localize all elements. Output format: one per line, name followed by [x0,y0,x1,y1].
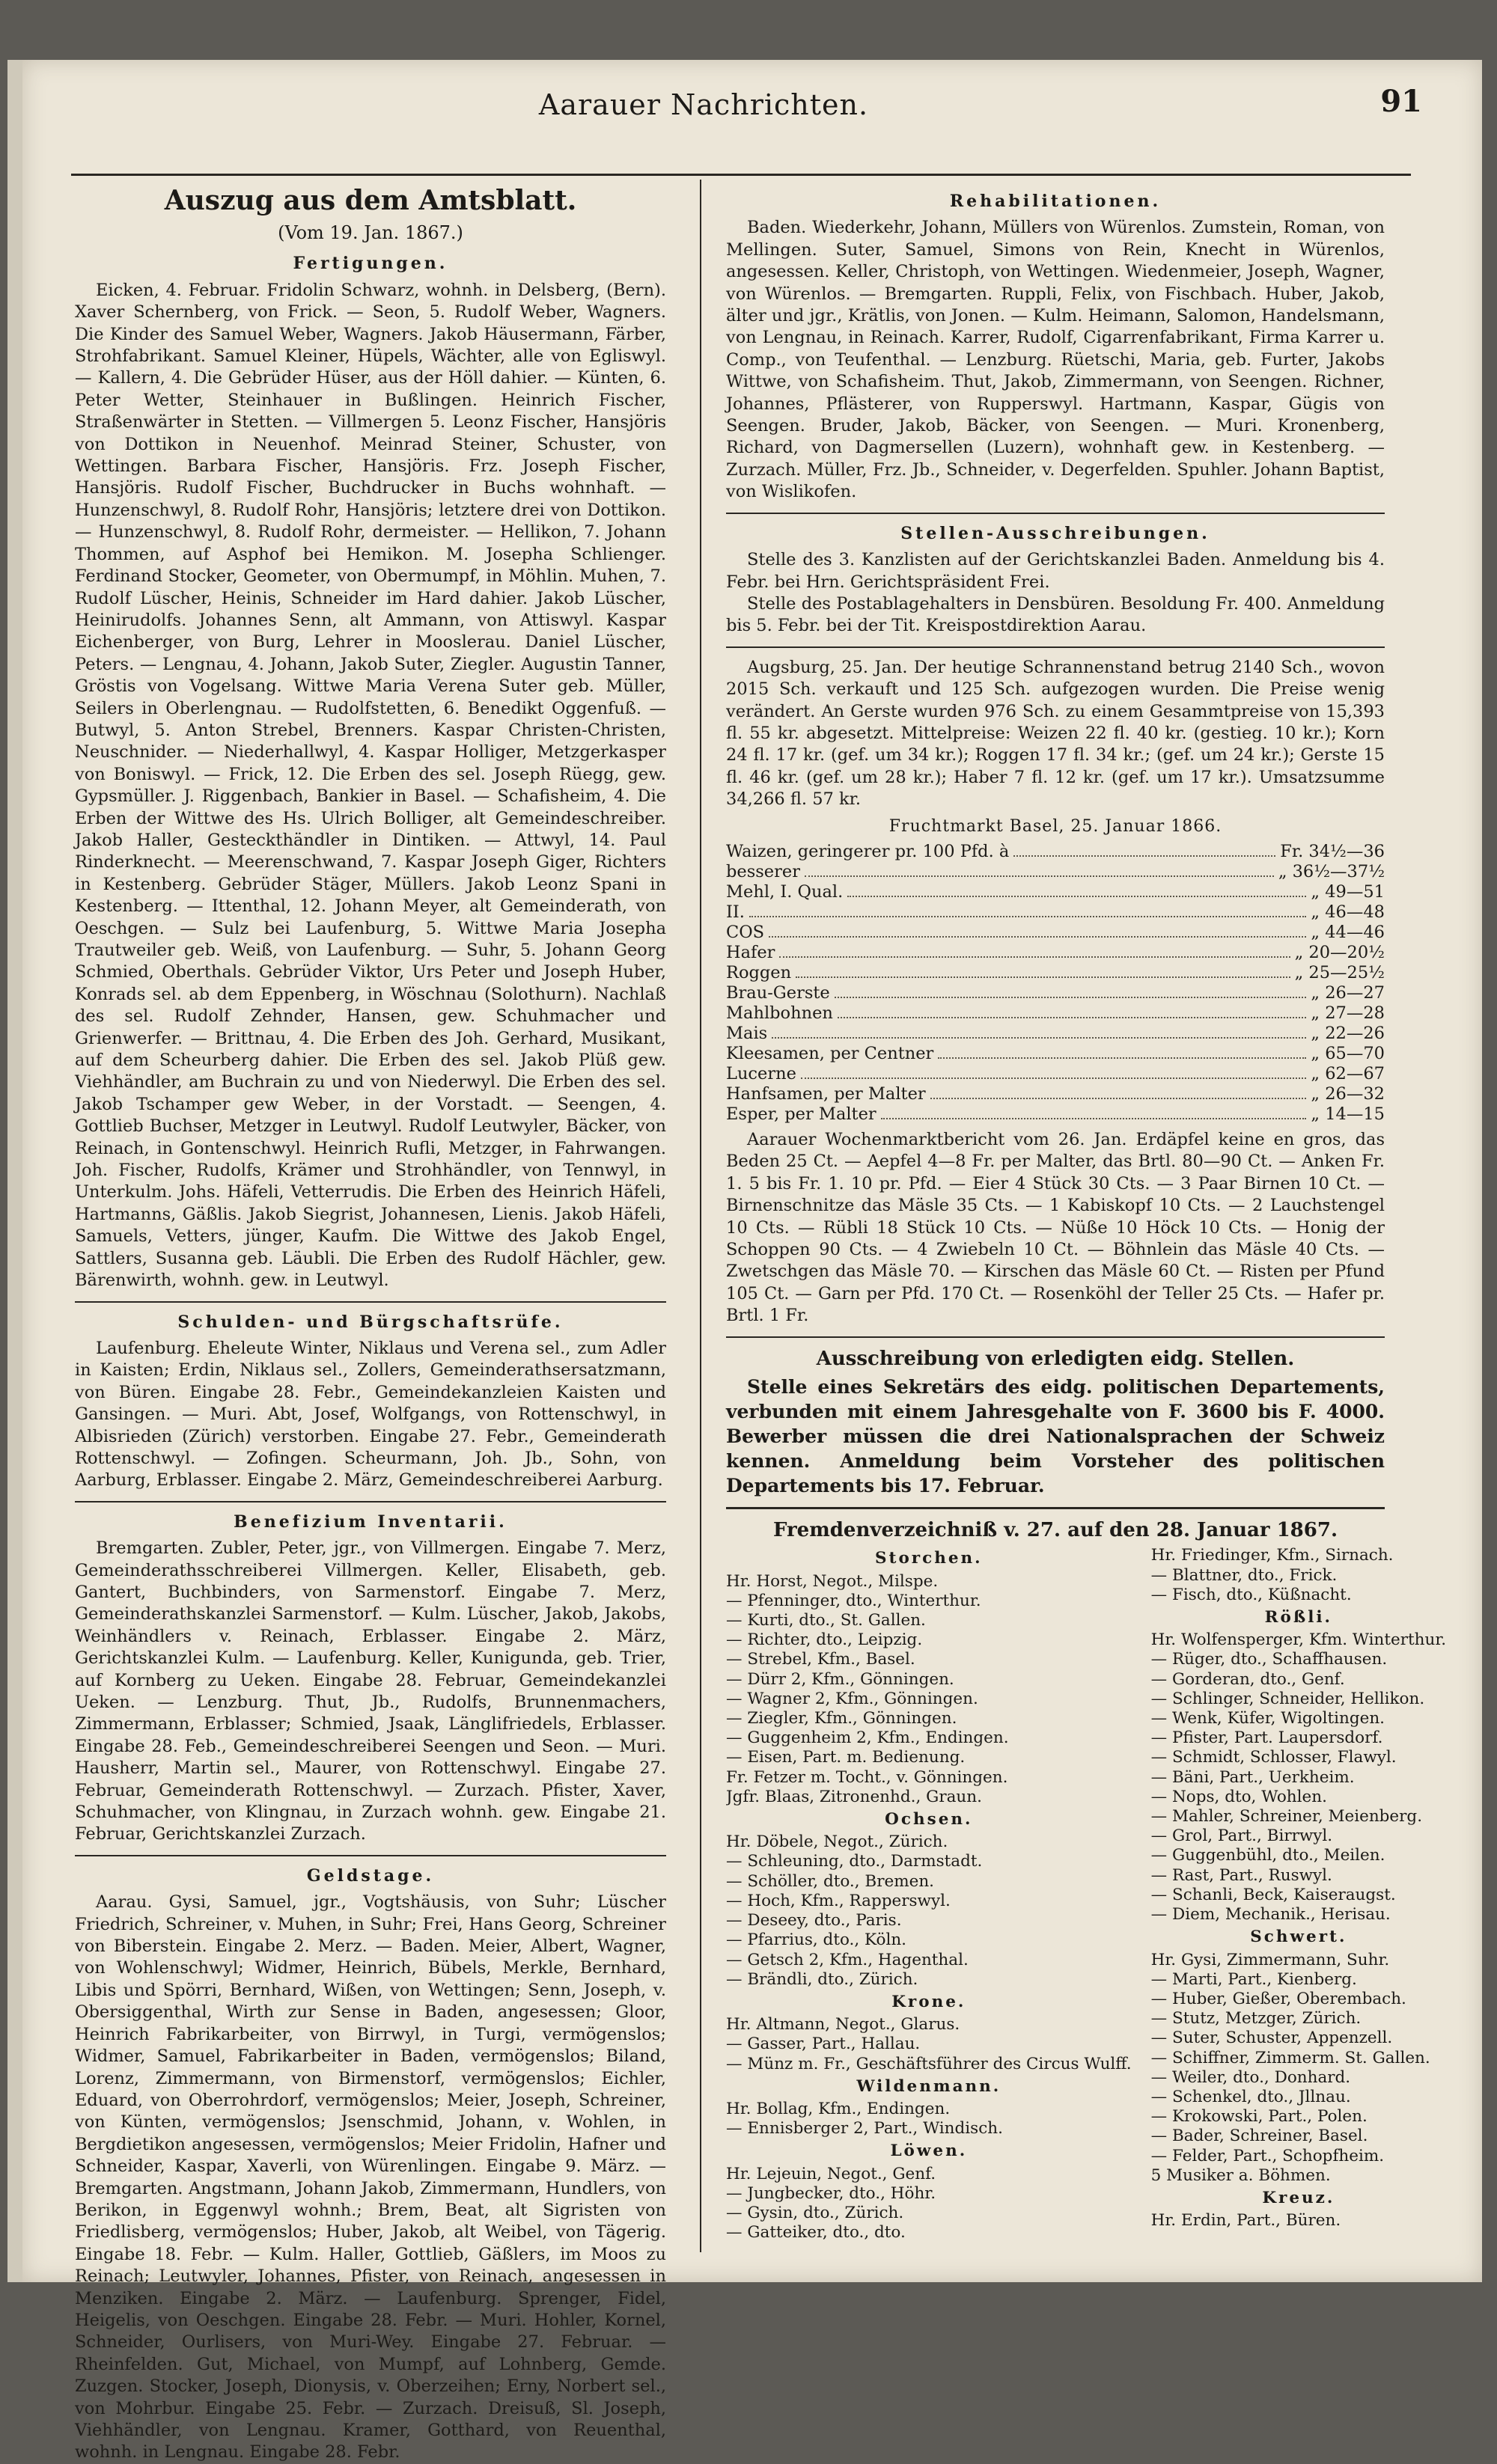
guest-entry: — Guggenbühl, dto., Meilen. [1150,1846,1385,1865]
guest-entry: — Eisen, Part. m. Bedienung. [726,1748,966,1767]
page-number: 91 [1380,84,1422,119]
guest-entry: — Gasser, Part., Hallau. [726,2035,921,2054]
guest-entry: — Fisch, dto., Küßnacht. [1150,1585,1352,1604]
leader-dots [835,983,1307,998]
guest-entry: — Felder, Part., Schopfheim. [1150,2146,1385,2165]
guest-entry: — Diem, Mechanik., Herisau. [1150,1905,1391,1925]
section-rule [726,1336,1385,1338]
guest-entry: — Deseey, dto., Paris. [726,1911,902,1930]
hotel-name: Schwert. [1250,1928,1347,1947]
fruchtmarkt-item: Mahlbohnen [726,1003,833,1023]
fruchtmarkt-item: II. [726,902,745,922]
hotel-name: Wildenmann. [856,2076,1001,2096]
fruchtmarkt-row [726,1024,1385,1044]
fruchtmarkt-row [726,1104,1385,1125]
fruchtmarkt-price: „ 36½—37½ [1278,861,1385,881]
fruchtmarkt-row [726,923,1385,943]
fruchtmarkt-row [726,963,1385,983]
guest-entry: — Richter, dto., Leipzig. [726,1630,923,1650]
guest-entry: — Wagner 2, Kfm., Gönningen. [726,1689,978,1708]
guest-entry: — Gatteiker, dto., dto. [726,2223,906,2243]
fruchtmarkt-item: Lucerne [726,1063,796,1083]
guest-entry: — Pfenninger, dto., Winterthur. [726,1591,981,1610]
guest-entry: Hr. Bollag, Kfm., Endingen. [726,2099,951,2118]
guest-entry: — Blattner, dto., Frick. [1150,1565,1338,1585]
fremdenverzeichnis-left [726,1546,1132,2243]
fruchtmarkt-price: „ 46—48 [1311,902,1385,922]
fruchtmarkt-row [726,862,1385,882]
guest-entry: — Münz m. Fr., Geschäftsführer des Circus Wulff. [726,2054,1132,2073]
geldstage-text: Aarau. Gysi, Samuel, jgr., Vogtshäusis, von Suhr; Lüscher Friedrich, Schreiner, v. Muhen, in Suhr; Frei, Hans Georg, Schreiner von Biberstein. Eingabe 2. Merz. — Baden. Meier, Albert, Wagner, von Wohlenschwyl; Widmer, Heinrich, Bübels, Merkle, Bernhard, Libis und Spörri, Bernhard, Wißen, von Wettingen; Senn, Joseph, v. Obersiggenthal, Wirth zur Sense in Baden, angesessen; Gloor, Heinrich Fabrikarbeiter, von Birrwyl, in Turgi, vermögenslos; Widmer, Samuel, Fabrikarbeiter in Baden, vermögenslos; Biland, Lorenz, Zimmermann, von Birmenstorf, vermögenslos; Eichler, Eduard, von Oberrohrdorf, vermögenslos; Meier, Joseph, Schreiner, von Künten, vermögenslos; Jsenschmid, Johann, v. Wohlen, in Bergdietikon angesessen, vermögenslos; Meier Fridolin, Hafner und Schneider, Kaspar, Xaverli, von Würenlingen. Eingabe 9. März. — Bremgarten. Angstmann, Johann Jakob, Zimmermann, Hundlers, von Berikon, in Eggenwyl wohnh.; Brem, Beat, alt Sigristen von Friedlisberg, vermögenslos; Huber, Jakob, alt Weibel, von Tägerig. Eingabe 18. Febr. — Kulm. Haller, Gottlieb, Gäßlers, im Moos zu Reinach; Leutwyler, Johannes, Pfister, von Reinach, angesessen in Menziken. Eingabe 2. März. — Laufenburg. Sprenger, Fidel, Heigelis, von Oeschgen. Eingabe 28. Febr. — Muri. Hohler, Kornel, Schneider, Ourlisers, von Muri-Wey. Eingabe 27. Februar. — Rheinfelden. Gut, Michael, von Mumpf, auf Lohnberg, Gemde. Zuzgen. Stocker, Joseph, Dionysis, v. Oberzeihen; Erny, Norbert sel., von Mohrbur. Eingabe 25. Febr. — Zurzach. Dreisuß, Sl. Joseph, Viehhändler, von Lengnau. Kramer, Gotthard, von Reuenthal, wohnh. in Lengnau. Eingabe 28. Febr. [75,1892,666,2463]
guest-entry: — Schlinger, Schneider, Hellikon. [1150,1689,1425,1708]
guest-entry: — Schenkel, dto., Jllnau. [1150,2087,1351,2106]
fruchtmarkt-row [726,882,1385,902]
guest-entry: — Gorderan, dto., Genf. [1150,1669,1345,1689]
fruchtmarkt-row [726,1044,1385,1064]
fruchtmarkt-price: Fr. 34½—36 [1280,841,1385,861]
guest-entry: — Hoch, Kfm., Rapperswyl. [726,1891,951,1910]
fremdenverzeichnis-right [1151,1546,1446,2243]
guest-entry: Jgfr. Blaas, Zitronenhd., Graun. [726,1787,982,1806]
guest-entry: — Strebel, Kfm., Basel. [726,1650,915,1669]
fertigungen-text: Eicken, 4. Februar. Fridolin Schwarz, wohnh. in Delsberg, (Bern). Xaver Schernberg, von Frick. — Seon, 5. Rudolf Weber, Wagners. Die Kinder des Samuel Weber, Wagners. Jakob Häusermann, Färber, Strohfabrikant. Samuel Kleiner, Hüpels, Wächter, alle von Egliswyl. — Kallern, 4. Die Gebrüder Hüser, aus der Höll dahier. — Künten, 6. Peter Wetter, Steinhauer in Bußlingen. Heinrich Fischer, Straßenwärter in Stetten. — Villmergen 5. Leonz Fischer, Hansjöris von Dottikon in Neuenhof. Meinrad Steiner, Schuster, von Wettingen. Barbara Fischer, Hansjöris. Frz. Joseph Fischer, Hansjöris. Rudolf Fischer, Buchdrucker in Buchs wohnhaft. — Hunzenschwyl, 8. Rudolf Rohr, Hansjöris; letztere drei von Dottikon. — Hunzenschwyl, 8. Rudolf Rohr, dermeister. — Hellikon, 7. Johann Thommen, auf Asphof bei Hemikon. M. Josepha Schlienger. Ferdinand Stocker, Geometer, von Obermumpf, in Möhlin. Muhen, 7. Rudolf Lüscher, Heinis, Schneider im Hard dahier. Jakob Lüscher, Heinirudolfs. Johannes Senn, alt Ammann, von Attiswyl. Kaspar Eichenberger, von Burg, Lehrer in Mooslerau. Daniel Lüscher, Peters. — Lengnau, 4. Johann, Jakob Suter, Ziegler. Augustin Tanner, Gröstis von Vogelsang. Wittwe Maria Verena Suter geb. Müller, Seilers in Oberlengnau. — Rudolfstetten, 6. Benedikt Oggenfuß. — Butwyl, 5. Anton Strebel, Brenners. Kaspar Christen-Christen, Neuschnider. — Niederhallwyl, 4. Kaspar Holliger, Metzgerkasper von Boniswyl. — Frick, 12. Die Erben des sel. Joseph Rüegg, gew. Gypsmüller. J. Riggenbach, Bankier in Basel. — Schafisheim, 4. Die Erben der Wittwe des Hs. Ulrich Bolliger, alt Gemeindeschreiber. Jakob Haller, Gesteckthändler in Dintiken. — Attwyl, 14. Paul Rinderknecht. — Meerenschwand, 7. Kaspar Joseph Giger, Richters in Kestenberg. Gebrüder Stäger, Müllers. Jakob Leonz Spani in Kestenberg. — Ittenthal, 12. Johann Meyer, alt Gemeinderath, von Oeschgen. — Sulz bei Laufenburg, 5. Wittwe Maria Josepha Trautweiler geb. Weiß, von Laufenburg. — Suhr, 5. Johann Georg Schmied, Oberthals. Gebrüder Viktor, Urs Peter und Joseph Huber, Konrads sel. ab dem Eppenberg, in Wöschnau (Solothurn). Nachlaß des sel. Rudolf Zehnder, Hansen, gew. Schuhmacher und Grienwerfer. — Brittnau, 4. Die Erben des Joh. Gerhard, Musikant, auf dem Scheurberg dahier. Die Erben des sel. Jakob Plüß gew. Viehhändler, am Buchrain zu und von Niederwyl. Die Erben des sel. Jakob Tschamper gew Weber, in der Vorstadt. — Seengen, 4. Gottlieb Buchser, Metzger in Leutwyl. Rudolf Leutwyler, Bäcker, von Reinach, in Gontenschwyl. Heinrich Rufli, Metzger, in Fahrwangen. Joh. Fischer, Rudolfs, Krämer und Strohhändler, von Tennwyl, in Unterkulm. Johs. Häfeli, Vetterrudis. Die Erben des Heinrich Häfeli, Hartmanns, Gäßlis. Jakob Siegrist, Johannesen, Lienis. Jakob Häfeli, Samuels, Vetters, jünger, Kaufm. Die Wittwe des Jakob Engel, Sattlers, Susanna geb. Läubli. Die Erben des Rudolf Hächler, gew. Bärenwirth, wohnh. gew. in Leutwyl. [75,280,666,1291]
stellen-text-1: Stelle des 3. Kanzlisten auf der Gerichtskanzlei Baden. Anmeldung bis 4. Febr. bei Hrn. Gerichtspräsident Frei. [726,550,1385,592]
guest-entry: 5 Musiker a. Böhmen. [1150,2165,1331,2185]
guest-entry: Hr. Wolfensperger, Kfm. Winterthur. [1150,1630,1447,1650]
guest-entry: — Rüger, dto., Schaffhausen. [1150,1650,1388,1669]
guest-entry: — Krokowski, Part., Polen. [1150,2107,1368,2127]
guest-entry: — Schiffner, Zimmerm. St. Gallen. [1150,2048,1430,2067]
fruchtmarkt-price: „ 27—28 [1311,1003,1385,1023]
fruchtmarkt-row [726,902,1385,923]
leader-dots [805,862,1274,877]
fruchtmarkt-row [726,842,1385,862]
fruchtmarkt-item: besserer [726,861,800,881]
fruchtmarkt-price: „ 26—32 [1311,1083,1385,1104]
guest-entry: Hr. Horst, Negot., Milspe. [726,1571,939,1591]
guest-entry: — Bader, Schreiner, Basel. [1150,2127,1368,2146]
guest-entry: — Guggenheim 2, Kfm., Endingen. [726,1728,1009,1748]
guest-entry: — Marti, Part., Kienberg. [1150,1969,1357,1989]
section-rule [726,646,1385,648]
guest-entry: — Nops, dto, Wohlen. [1150,1787,1327,1806]
fruchtmarkt-price: „ 25—25½ [1294,962,1385,982]
hotel-name: Krone. [891,1992,966,2011]
leader-dots [1013,842,1275,857]
header-rule [71,174,1411,176]
leader-dots [801,1064,1307,1079]
hotel-name: Rößli. [1264,1608,1333,1627]
guest-entry: — Schöller, dto., Bremen. [726,1871,935,1891]
section-heading-fremdenverzeichnis: Fremdenverzeichniß v. 27. auf den 28. Januar 1867. [772,1519,1338,1542]
fruchtmarkt-item: Brau-Gerste [726,982,830,1003]
section-rule [75,1855,666,1856]
guest-entry: — Stutz, Metzger, Zürich. [1150,2009,1362,2029]
left-column [75,183,666,2464]
amtsblatt-title: Auszug aus dem Amtsblatt. [164,185,577,216]
column-divider [700,180,701,2252]
schulden-text: Laufenburg. Eheleute Winter, Niklaus und Verena sel., zum Adler in Kaisten; Erdin, Niklaus sel., Zollers, Gemeinderathsersatzmann, von Büren. Eingabe 28. Febr., Gemeindekanzleien Kaisten und Gansingen. — Muri. Abt, Josef, Wolfgangs, von Rottenschwyl, in Albisrieden (Zürich) verstorben. Eingabe 27. Febr., Gemeinderath Rottenschwyl. — Zofingen. Scheurmann, Joh. Jb., Sohn, von Aarburg, Erblasser. Eingabe 2. März, Gemeindeschreiberei Aarburg. [75,1338,666,1491]
guest-entry: — Huber, Gießer, Oberembach. [1150,1989,1406,2008]
section-rule [75,1301,666,1303]
section-heading-fertigungen: Fertigungen. [293,254,448,274]
fruchtmarkt-price: „ 22—26 [1311,1023,1385,1043]
fremdenverzeichnis-grid [726,1546,1447,2243]
guest-entry: — Getsch 2, Kfm., Hagenthal. [726,1950,969,1969]
fruchtmarkt-price: „ 65—70 [1311,1043,1385,1063]
fruchtmarkt-item: Kleesamen, per Centner [726,1043,934,1063]
guest-entry: Hr. Erdin, Part., Büren. [1150,2211,1341,2231]
ausschreibung-text: Stelle eines Sekretärs des eidg. politischen Departements, verbunden mit einem Jahresgehalte von F. 3600 bis F. 4000. Bewerber müssen die drei Nationalsprachen der Schweiz kennen. Anmeldung beim Vorsteher des politischen Departements bis 17. Februar. [726,1376,1385,1497]
guest-entry: — Mahler, Schreiner, Meienberg. [1150,1807,1423,1826]
guest-entry: Hr. Friedinger, Kfm., Sirnach. [1150,1546,1394,1565]
fruchtmarkt-item: Hafer [726,942,775,962]
guest-entry: — Schleuning, dto., Darmstadt. [726,1852,983,1871]
guest-entry: — Grol, Part., Birrwyl. [1150,1826,1333,1846]
fruchtmarkt-price: „ 20—20½ [1294,942,1385,962]
fruchtmarkt-item: Mehl, I. Qual. [726,881,844,902]
section-rule [726,1507,1385,1509]
fruchtmarkt-row [726,1084,1385,1104]
fruchtmarkt-item: Waizen, geringerer pr. 100 Pfd. à [726,841,1010,861]
guest-entry: — Pfister, Part. Laupersdorf. [1150,1728,1383,1748]
fruchtmarkt-price: „ 14—15 [1311,1104,1385,1124]
fruchtmarkt-row [726,1064,1385,1084]
section-rule [75,1501,666,1502]
fruchtmarkt-price: „ 26—27 [1311,982,1385,1003]
guest-entry: — Wenk, Küfer, Wigoltingen. [1150,1709,1385,1728]
leader-dots [779,943,1290,958]
guest-entry: — Suter, Schuster, Appenzell. [1150,2029,1393,2048]
leader-dots [749,902,1306,917]
leader-dots [930,1084,1307,1099]
fruchtmarkt-price: „ 62—67 [1311,1063,1385,1083]
leader-dots [796,963,1290,978]
hotel-name: Storchen. [874,1549,983,1568]
hotel-name: Ochsen. [885,1810,973,1829]
augsburg-report: Augsburg, 25. Jan. Der heutige Schrannenstand betrug 2140 Sch., wovon 2015 Sch. verkauft und 125 Sch. aufgezogen wurden. Die Preise wenig verändert. An Gerste wurden 976 Sch. zu einem Gesammtpreise von 15,393 fl. 55 kr. abgesetzt. Mittelpreise: Weizen 22 fl. 40 kr. (gestieg. 10 kr.); Korn 24 fl. 17 kr. (gef. um 34 kr.); Roggen 17 fl. 34 kr.; (gef. um 24 kr.); Gerste 15 fl. 46 kr. (gef. um 28 kr.); Haber 7 fl. 12 kr. (gef. um 17 kr.). Umsatzsumme 34,266 fl. 57 kr. [726,657,1385,810]
guest-entry: — Schanli, Beck, Kaiseraugst. [1150,1885,1396,1904]
fruchtmarkt-row [726,943,1385,963]
leader-dots [881,1104,1307,1119]
section-heading-ausschreibung: Ausschreibung von erledigten eidg. Stellen. [816,1347,1295,1370]
fruchtmarkt-item: Roggen [726,962,792,982]
guest-entry: Fr. Fetzer m. Tocht., v. Gönningen. [726,1767,1008,1787]
guest-entry: — Ennisberger 2, Part., Windisch. [726,2119,1003,2139]
fruchtmarkt-item: Hanfsamen, per Malter [726,1083,926,1104]
guest-entry: — Bäni, Part., Uerkheim. [1150,1767,1355,1787]
section-heading-schulden: Schulden- und Bürgschaftsrüfe. [177,1312,564,1332]
guest-entry: — Rast, Part., Ruswyl. [1150,1865,1332,1885]
section-heading-benefizium: Benefizium Inventarii. [234,1511,507,1532]
rehabilitationen-text: Baden. Wiederkehr, Johann, Müllers von Würenlos. Zumstein, Roman, von Mellingen. Suter, Samuel, Simons von Rein, Knecht in Würenlos, angesessen. Keller, Christoph, von Wettingen. Wiedenmeier, Joseph, Wagner, von Würenlos. — Bremgarten. Ruppli, Felix, von Fischbach. Huber, Jakob, älter und jgr., Krätlis, von Jonen. — Kulm. Heimann, Salomon, Handelsmann, von Lengnau, in Reinach. Karrer, Rudolf, Cigarrenfabrikant, Firma Karrer u. Comp., von Teufenthal. — Lenzburg. Rüetschi, Maria, geb. Furter, Jakobs Wittwe, von Schafisheim. Thut, Jakob, Zimmermann, von Seengen. Richner, Johannes, Pflästerer, von Rupperswyl. Hartmann, Kaspar, Gügis von Seengen. Bruder, Jakob, Bäcker, von Seengen. — Muri. Kronenberg, Richard, von Dagmersellen (Luzern), wohnhaft gew. in Kestenberg. — Zurzach. Müller, Frz. Jb., Schneider, v. Degerfelden. Spuhler. Johann Baptist, von Wislikofen. [726,218,1385,502]
guest-entry: Hr. Lejeuin, Negot., Genf. [726,2164,936,2183]
stellen-text-2: Stelle des Postablagehalters in Densbüren. Besoldung Fr. 400. Anmeldung bis 5. Febr. bei der Tit. Kreispostdirektion Aarau. [726,593,1385,636]
guest-entry: Hr. Altmann, Negot., Glarus. [726,2015,960,2035]
running-title: Aarauer Nachrichten. [538,88,869,121]
section-heading-rehabilitationen: Rehabilitationen. [949,192,1162,211]
hotel-name: Kreuz. [1262,2188,1335,2207]
fruchtmarkt-item: Esper, per Malter [726,1104,876,1124]
fruchtmarkt-row [726,1003,1385,1024]
section-heading-geldstage: Geldstage. [306,1865,435,1886]
wochenmarkt-report: Aarauer Wochenmarktbericht vom 26. Jan. Erdäpfel keine en gros, das Beden 25 Ct. — Aepfel 4—8 Fr. per Malter, das Brtl. 80—90 Ct. — Anken Fr. 1. 5 bis Fr. 1. 10 pr. Pfd. — Eier 4 Stück 30 Cts. — 3 Paar Birnen 10 Ct. — Birnenschnitze das Mäsle 35 Cts. — 1 Kabiskopf 10 Cts. — 2 Lauchstengel 10 Cts. — Rübli 18 Stück 10 Cts. — Nüße 10 Höck 10 Cts. — Honig der Schoppen 90 Cts. — 4 Zwiebeln 10 Ct. — Böhnlein das Mäsle 40 Cts. — Zwetschgen das Mäsle 70. — Kirschen das Mäsle 60 Ct. — Risten per Pfund 105 Ct. — Garn per Pfd. 170 Ct. — Rosenköhl der Teller 25 Cts. — Hafer pr. Brtl. 1 Fr. [726,1129,1385,1326]
section-rule [726,513,1385,514]
right-column [726,183,1447,2243]
guest-entry: — Ziegler, Kfm., Gönningen. [726,1709,957,1728]
guest-entry: — Dürr 2, Kfm., Gönningen. [726,1669,954,1689]
guest-entry: — Jungbecker, dto., Höhr. [726,2183,936,2203]
leader-dots [772,1024,1306,1039]
guest-entry: Hr. Döbele, Negot., Zürich. [726,1832,948,1852]
leader-dots [847,882,1306,897]
guest-entry: Hr. Gysi, Zimmermann, Suhr. [1150,1950,1390,1969]
amtsblatt-date: (Vom 19. Jan. 1867.) [278,222,463,243]
fruchtmarkt-item: Mais [726,1023,768,1043]
guest-entry: — Schmidt, Schlosser, Flawyl. [1150,1748,1397,1767]
fruchtmarkt-item: COS [726,922,765,942]
fruchtmarkt-price: „ 44—46 [1311,922,1385,942]
guest-entry: — Weiler, dto., Donhard. [1150,2067,1351,2087]
leader-dots [769,923,1306,938]
fruchtmarkt-title: Fruchtmarkt Basel, 25. Januar 1866. [888,816,1222,836]
fruchtmarkt-table [726,842,1385,1125]
guest-entry: — Pfarrius, dto., Köln. [726,1930,907,1950]
leader-dots [838,1003,1307,1018]
benefizium-text: Bremgarten. Zubler, Peter, jgr., von Villmergen. Eingabe 7. Merz, Gemeinderathsschreiberei Villmergen. Keller, Elisabeth, geb. Gantert, Buchbinders, von Sarmenstorf. Eingabe 7. Merz, Gemeinderathskanzlei Sarmenstorf. — Kulm. Lüscher, Jakob, Jakobs, Weinhändlers v. Reinach, Erblasser. Eingabe 2. März, Gerichtskanzlei Kulm. — Laufenburg. Keller, Kunigunda, geb. Trier, auf Kornberg zu Ueken. Eingabe 28. Februar, Gemeindekanzlei Ueken. — Lenzburg. Thut, Jb., Rudolfs, Brunnenmachers, Zimmermann, Erblasser; Schmied, Jsaak, Länglifriedels, Erblasser. Eingabe 28. Feb., Gemeindeschreiberei Seengen und Seon. — Muri. Hausherr, Martin sel., Maurer, von Rottenschwyl. Eingabe 27. Februar, Gemeinderath Rottenschwyl. — Zurzach. Pfister, Xaver, Schuhmacher, von Klingnau, in Zurzach wohnh. gew. Eingabe 21. Februar, Gerichtskanzlei Zurzach. [75,1538,666,1844]
guest-entry: — Brändli, dto., Zürich. [726,1969,918,1989]
guest-entry: — Kurti, dto., St. Gallen. [726,1611,926,1630]
hotel-name: Löwen. [890,2142,968,2161]
fruchtmarkt-price: „ 49—51 [1311,881,1385,902]
section-heading-stellen: Stellen-Ausschreibungen. [900,523,1210,543]
fruchtmarkt-row [726,983,1385,1003]
guest-entry: — Gysin, dto., Zürich. [726,2203,904,2222]
leader-dots [938,1044,1306,1059]
